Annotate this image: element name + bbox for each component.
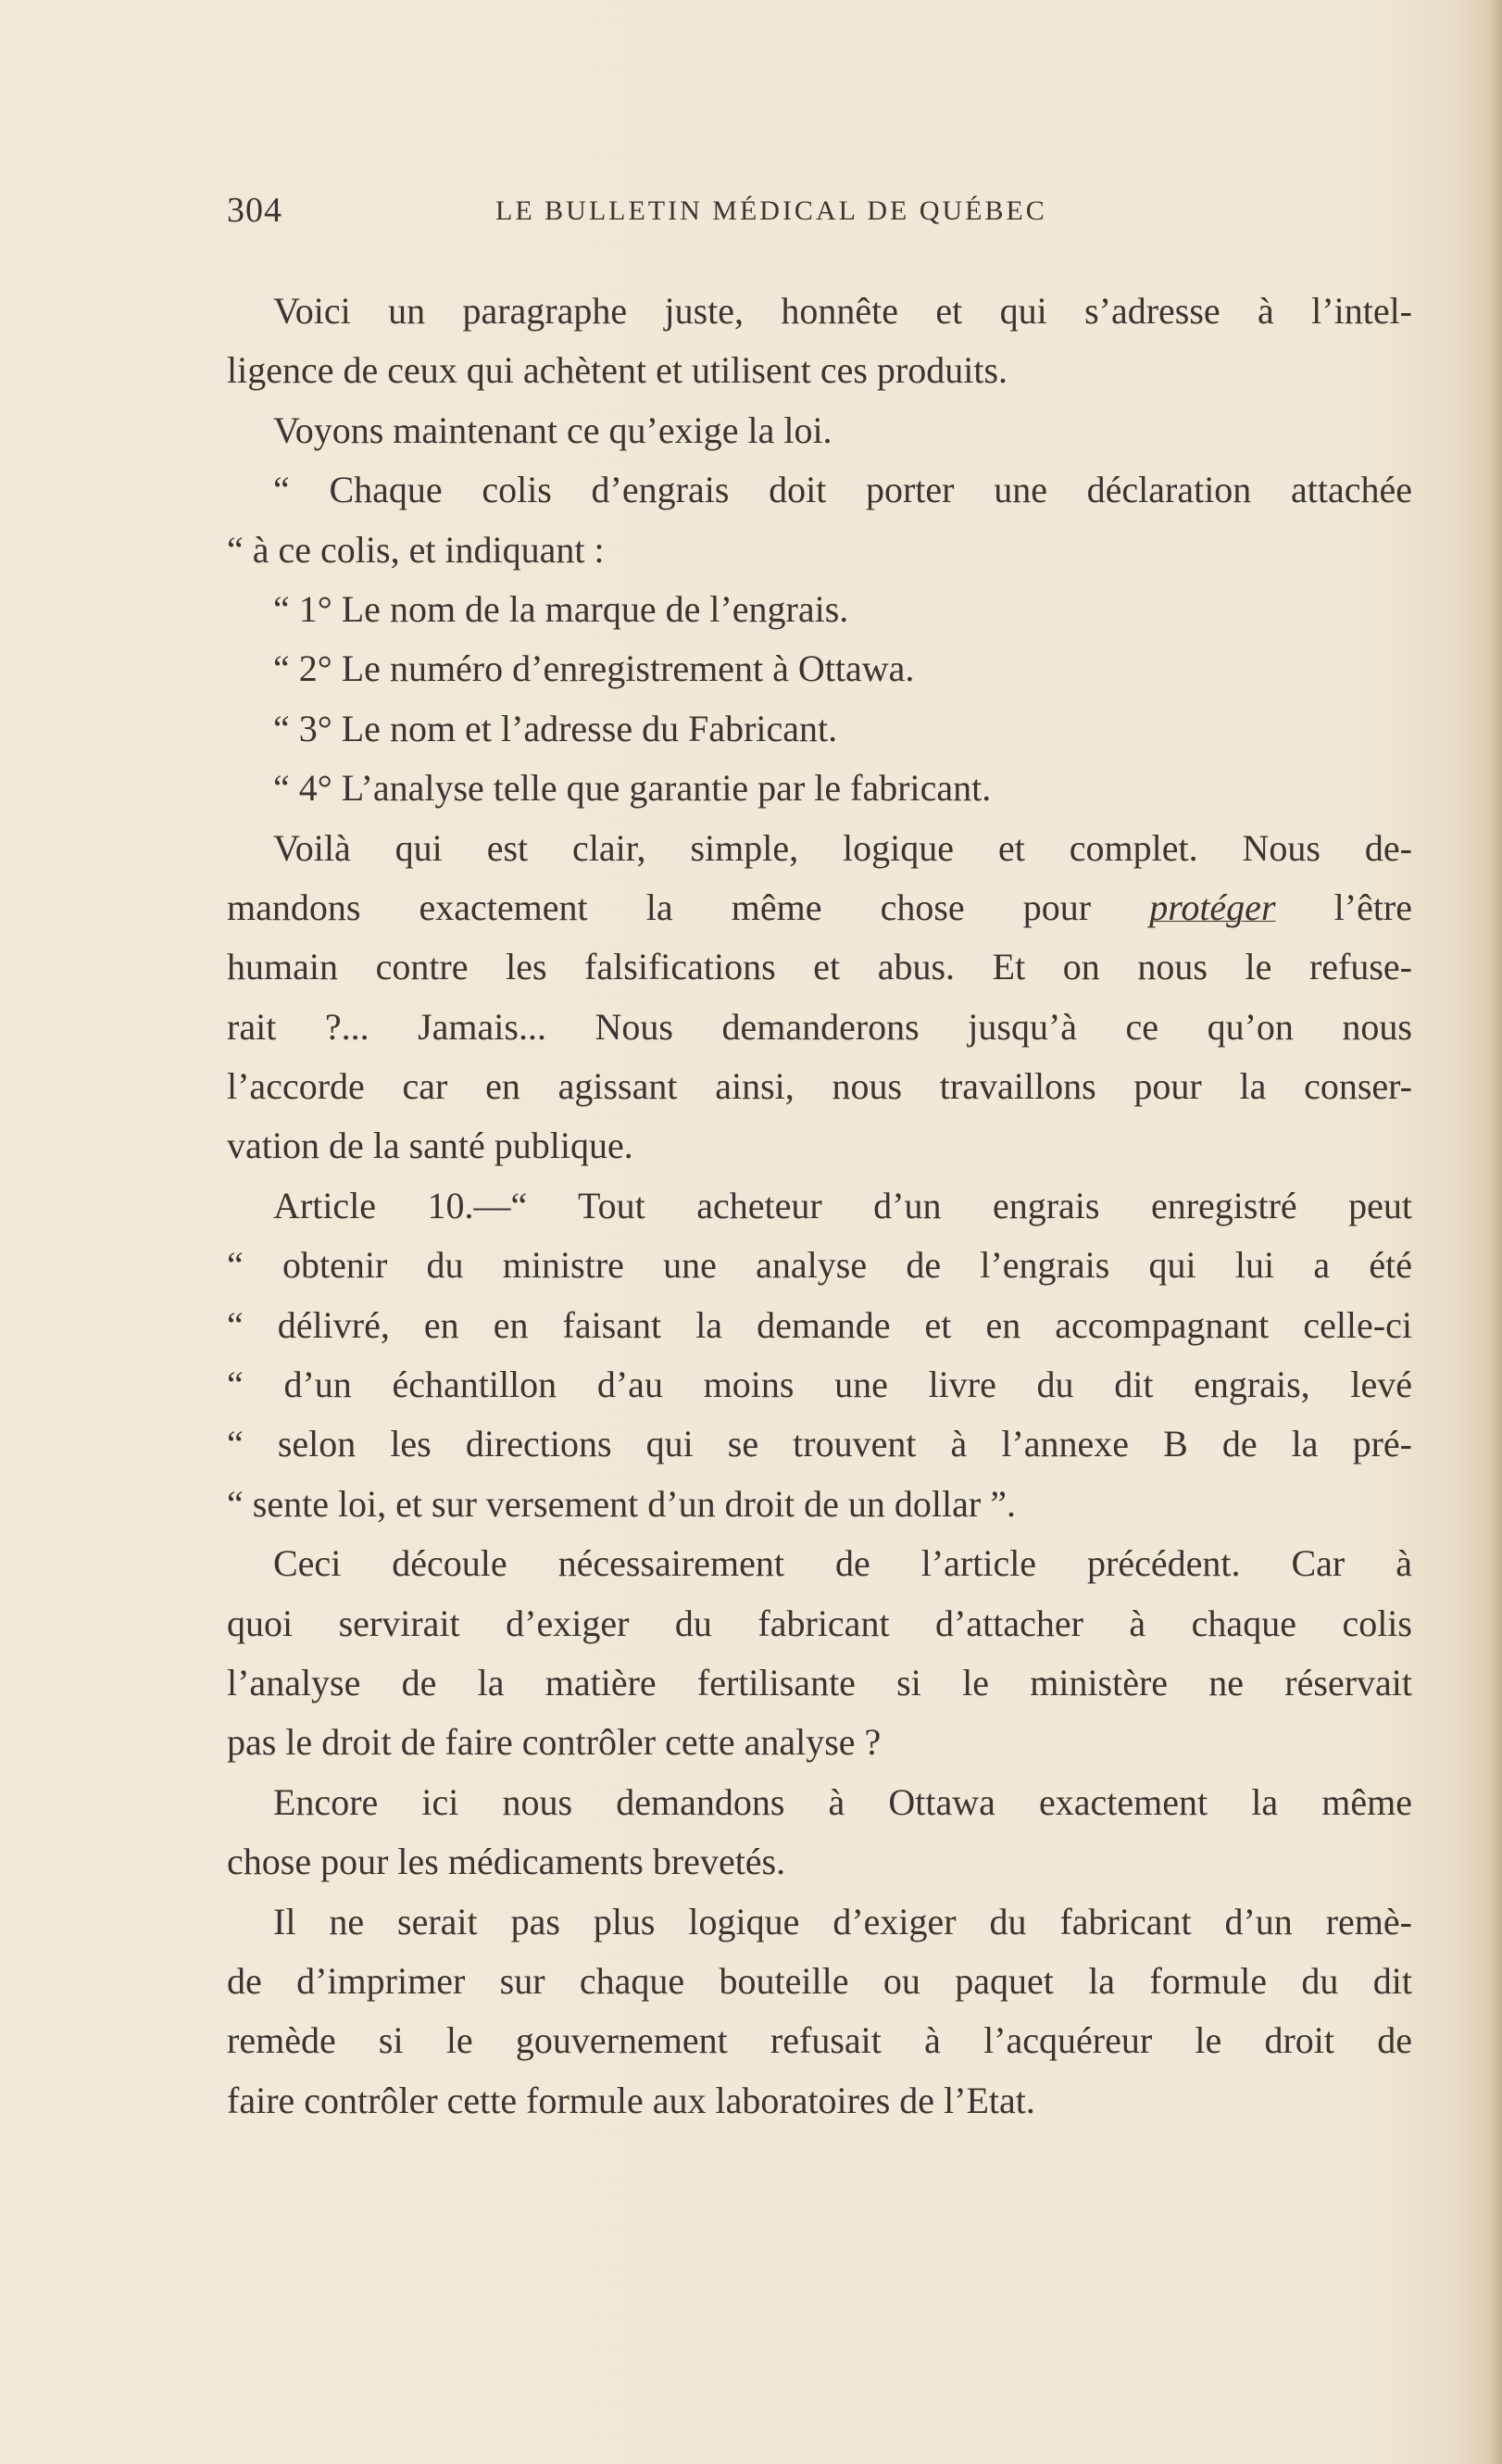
text-line (227, 878, 1412, 937)
text-line: Encore ici nous demandons à Ottawa exactement la même (273, 1780, 1412, 1823)
text-line: “ à ce colis, et indiquant : (227, 528, 605, 571)
text-line: “ d’un échantillon d’au moins une livre du dit engrais, levé (227, 1364, 1412, 1406)
text-line: ligence de ceux qui achètent et utilisent ces produits. (227, 349, 1008, 392)
text-line: “ 2° Le numéro d’enregistrement à Ottawa. (273, 647, 915, 690)
page-number: 304 (227, 191, 282, 230)
text-line: remède si le gouvernement refusait à l’acquéreur le droit de (227, 2019, 1412, 2062)
text-line: l’analyse de la matière fertilisante si le ministère ne réservait (227, 1661, 1412, 1703)
text-line: quoi servirait d’exiger du fabricant d’attacher à chaque colis (227, 1602, 1412, 1644)
text-line: faire contrôler cette formule aux laboratoires de l’Etat. (227, 2079, 1035, 2121)
text-line: Voici un paragraphe juste, honnête et qui s’adresse à l’intel- (273, 290, 1412, 332)
text-line: Article 10.—“ Tout acheteur d’un engrais enregistré peut (273, 1184, 1412, 1226)
text-line: vation de la santé publique. (227, 1125, 633, 1167)
text-line: “ 4° L’analyse telle que garantie par le fabricant. (273, 767, 992, 810)
text-line: “ 3° Le nom et l’adresse du Fabricant. (273, 707, 838, 749)
emphasized-word: protéger (1149, 886, 1276, 928)
text-line: l’accorde car en agissant ainsi, nous travaillons pour la conser- (227, 1065, 1412, 1108)
text-line: Ceci découle nécessairement de l’article précédent. Car à (273, 1542, 1412, 1585)
text-line-segment: l’être (1275, 886, 1412, 928)
text-line: “ 1° Le nom de la marque de l’engrais. (273, 587, 849, 630)
text-line: “ délivré, en en faisant la demande et en accompagnant celle-ci (227, 1303, 1412, 1346)
body-text (227, 282, 1412, 2131)
text-line: “ obtenir du ministre une analyse de l’engrais qui lui a été (227, 1244, 1412, 1287)
text-line: de d’imprimer sur chaque bouteille ou paquet la formule du dit (227, 1959, 1412, 2002)
page-header (227, 190, 1412, 245)
text-line: “ selon les directions qui se trouvent à l’annexe B de la pré- (227, 1423, 1412, 1465)
running-head: LE BULLETIN MÉDICAL DE QUÉBEC (495, 195, 1047, 226)
text-line: Il ne serait pas plus logique d’exiger du fabricant d’un remè- (273, 1900, 1412, 1942)
text-line: humain contre les falsifications et abus. Et on nous le refuse- (227, 946, 1412, 988)
text-line: chose pour les médicaments brevetés. (227, 1841, 786, 1883)
text-line: Voilà qui est clair, simple, logique et complet. Nous de- (273, 826, 1412, 869)
text-line: “ sente loi, et sur versement d’un droit de un dollar ”. (227, 1482, 1016, 1525)
text-line: pas le droit de faire contrôler cette analyse ? (227, 1721, 882, 1764)
text-line: Voyons maintenant ce qu’exige la loi. (273, 409, 832, 451)
text-line: rait ?... Jamais... Nous demanderons jusqu’à ce qu’on nous (227, 1005, 1412, 1048)
text-line-segment: mandons exactement la même chose pour (227, 886, 1150, 928)
text-line: “ Chaque colis d’engrais doit porter une déclaration attachée (273, 469, 1412, 511)
page-edge-shadow (1489, 0, 1502, 2464)
